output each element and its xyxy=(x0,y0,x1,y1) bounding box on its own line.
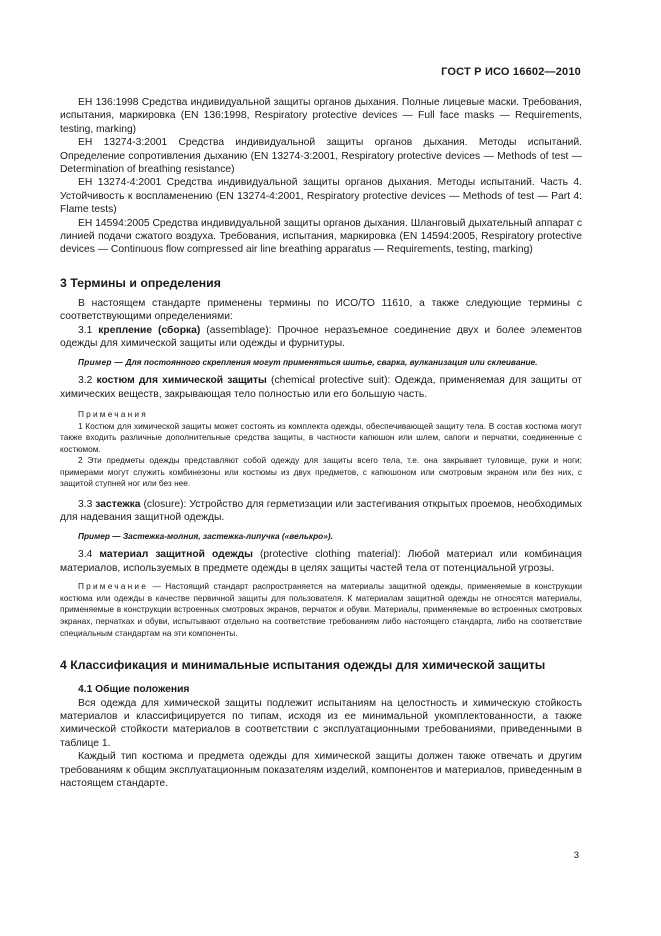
section-4-1-paragraph-1: Вся одежда для химической защиты подлежит испытаниям на целостность и химическую стойкость материалов и классифицируется по типам, исходя из ее минимальной укомплектованности, а также химической стойкости материалов в соответствии с эксплуатационными требованиями, приведенными в таблице 1. xyxy=(60,697,582,749)
standard-code-header: ГОСТ Р ИСО 16602—2010 xyxy=(441,66,581,78)
term-name: костюм для химической защиты xyxy=(96,375,267,387)
example-3-1 xyxy=(60,357,582,369)
example-3-3 xyxy=(60,531,582,543)
example-label: Пример — xyxy=(78,530,123,541)
term-name: материал защитной одежды xyxy=(99,549,253,561)
reference-en13274-3: ЕН 13274-3:2001 Средства индивидуальной защиты органов дыхания. Методы испытаний. Определение сопротивления дыханию (EN 13274-3:2001, Respiratory protective devices — Methods of test — Determination of breathing resistance) xyxy=(60,137,582,176)
term-3-4 xyxy=(60,548,582,575)
page-number: 3 xyxy=(573,850,579,861)
section-3-heading: 3 Термины и определения xyxy=(60,275,221,290)
reference-en13274-4: ЕН 13274-4:2001 Средства индивидуальной защиты органов дыхания. Методы испытаний. Часть 4. Устойчивость к воспламенению (EN 13274-4:2001, Respiratory protective devices — Methods of test — Part 4: Flame tests) xyxy=(60,177,582,216)
page-content xyxy=(60,96,582,791)
term-definition: (protective clothing material): Любой материал или комбинация материалов, используемых в предмете одежды в целях защиты частей тела от потенциальной угрозы. xyxy=(60,549,582,574)
note-2: 2 Эти предметы одежды представляют собой одежду для защиты всего тела, т.е. она закрывает туловище, руки и ноги; примерами могут служить комбинезоны или костюмы из двух предметов, с капюшоном или смотровым экраном или без них, с защитой ступней ног или без нее. xyxy=(60,455,582,489)
term-3-3 xyxy=(60,498,582,525)
term-number: 3.4 xyxy=(78,549,100,561)
reference-en14594: ЕН 14594:2005 Средства индивидуальной защиты органов дыхания. Шланговый дыхательный аппарат с линией подачи сжатого воздуха. Требования, испытания, маркировка (EN 14594:2005, Respiratory protective devices — Continuous flow compressed air line breathing apparatus — Requirements, testing, marking) xyxy=(60,217,582,256)
reference-en136: ЕН 136:1998 Средства индивидуальной защиты органов дыхания. Полные лицевые маски. Требования, испытания, маркировка (EN 136:1998, Respiratory protective devices — Full face masks — Requirements, testing, marking) xyxy=(60,97,582,135)
notes-label: Примечания xyxy=(78,408,148,419)
section-4-1-paragraph-2: Каждый тип костюма и предмета одежды для химической защиты должен также отвечать и другим требованиям к общим эксплуатационным показателям изделий, компонентов и материалов, приведенным в настоящем стандарте. xyxy=(60,751,582,790)
note-text: — Настоящий стандарт распространяется на материалы защитной одежды, применяемые в конструкции костюма или одежды в качестве первичной защиты для пользователя. К материалам защитной одежды не относятся материалы, применяемые в конструкции встроенных смотровых экранов, перчаток и обуви. Материалы, применяемые во встроенных смотровых экранах, перчатках и обуви, испытывают отдельно на соответствие требованиям либо настоящего стандарта, либо на соответствие специальным стандартам на эти компоненты. xyxy=(60,581,582,638)
section-3-intro: В настоящем стандарте применены термины по ИСО/ТО 11610, а также следующие термины с соответствующими определениями: xyxy=(60,297,582,323)
term-3-1 xyxy=(60,324,582,351)
term-3-2 xyxy=(60,374,582,401)
note-3-4 xyxy=(60,581,582,639)
example-text: Застежка-молния, застежка-липучка («велькро»). xyxy=(122,530,333,541)
example-text: Для постоянного скрепления могут применяться шитье, сварка, вулканизация или склеивание. xyxy=(125,356,538,367)
note-1: 1 Костюм для химической защиты может состоять из комплекта одежды, обеспечивающей защиту тела. В состав костюма могут также входить различные дополнительные средства защиты, в частности капюшон или шлем, сапоги и перчатки, соединенные с костюмом. xyxy=(60,420,582,454)
section-4-heading: 4 Классификация и минимальные испытания одежды для химической защиты xyxy=(60,658,546,673)
note-label: Примечание xyxy=(78,581,149,592)
term-number: 3.1 xyxy=(78,324,99,336)
term-definition: (assemblage): Прочное неразъемное соединение двух и более элементов одежды для химической защиты или одежды и фурнитуры. xyxy=(60,324,582,350)
example-label: Пример — xyxy=(78,356,126,367)
term-name: застежка xyxy=(95,499,141,511)
term-number: 3.2 xyxy=(78,375,97,387)
term-definition: (closure): Устройство для герметизации или застегивания открытых проемов, необходимых для надевания защитной одежды. xyxy=(60,499,582,524)
term-definition: (chemical protective suit): Одежда, применяемая для защиты от химических веществ, закрывающая тело полностью или его большую часть. xyxy=(60,375,582,400)
term-name: крепление (сборка) xyxy=(98,324,201,336)
subsection-4-1-heading: 4.1 Общие положения xyxy=(78,684,190,696)
term-number: 3.3 xyxy=(78,499,96,511)
